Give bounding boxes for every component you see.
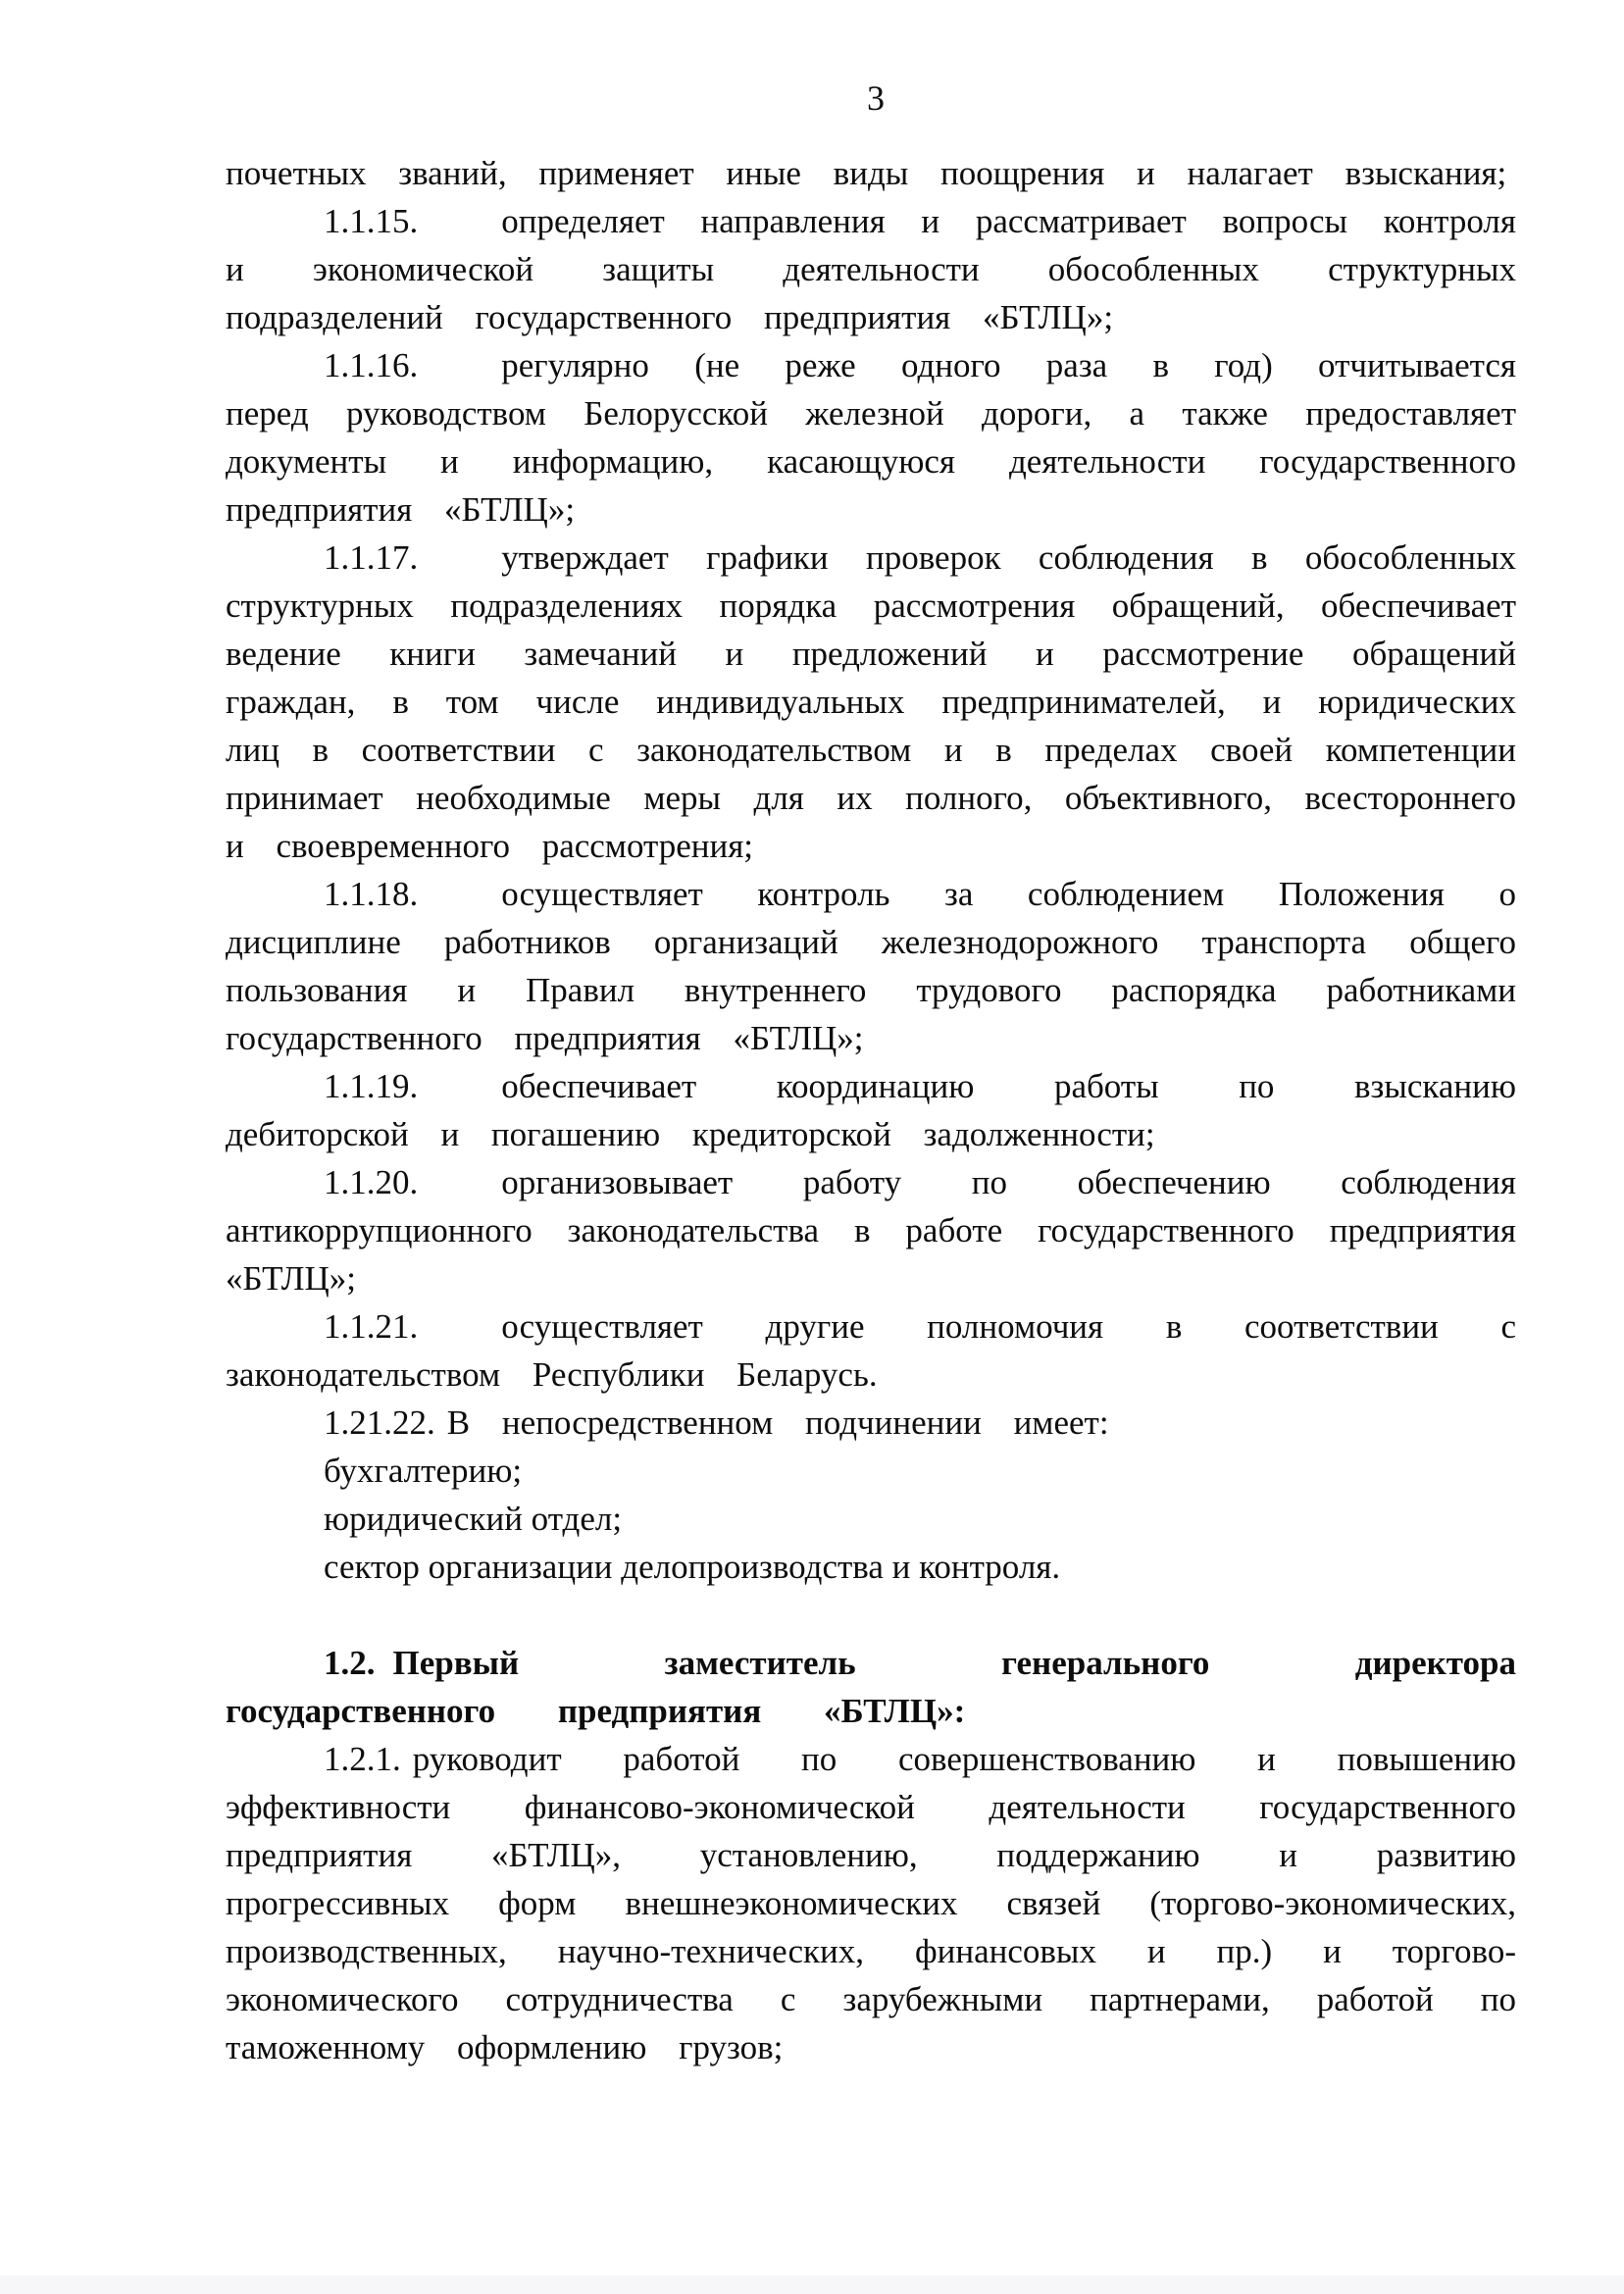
clause-1-1-15 — [226, 197, 1516, 341]
clause-text: регулярно (не реже одного раза в год) отчитывается перед руководством Белорусской железной дороги, а также предоставляет документы и информацию, касающуюся деятельности государственного предприятия «БТЛЦ»; — [226, 346, 1516, 529]
clause-1-1-19 — [226, 1062, 1516, 1158]
clause-1-1-16 — [226, 341, 1516, 534]
clause-number: 1.2.1. — [324, 1740, 401, 1778]
section-title: Первый заместитель генерального директора государственного предприятия «БТЛЦ»: — [226, 1644, 1516, 1730]
list-item-records-sector — [226, 1543, 1516, 1591]
clause-number: 1.21.22. — [324, 1403, 435, 1442]
clause-text: организовывает работу по обеспечению соблюдения антикоррупционного законодательства в работе государственного предприятия «БТЛЦ»; — [226, 1163, 1516, 1298]
clause-text: определяет направления и рассматривает вопросы контроля и экономической защиты деятельности обособленных структурных подразделений государственного предприятия «БТЛЦ»; — [226, 202, 1516, 336]
list-item-text: сектор организации делопроизводства и контроля. — [324, 1548, 1061, 1586]
section-number: 1.2. — [324, 1644, 376, 1682]
clause-number: 1.1.18. — [324, 875, 419, 913]
clause-1-1-17 — [226, 534, 1516, 870]
clause-number: 1.1.20. — [324, 1163, 419, 1201]
list-item-legal-department — [226, 1495, 1516, 1543]
clause-number: 1.1.17. — [324, 538, 419, 577]
clause-1-1-21 — [226, 1302, 1516, 1399]
list-item-text: юридический отдел; — [324, 1500, 623, 1538]
clause-text: осуществляет другие полномочия в соответствии с законодательством Республики Беларусь. — [226, 1307, 1516, 1394]
section-heading-1-2 — [226, 1639, 1516, 1735]
clause-1-1-20 — [226, 1158, 1516, 1302]
clause-1-2-1 — [226, 1735, 1516, 2071]
clause-text: руководит работой по совершенствованию и повышению эффективности финансово-экономической деятельности государственного предприятия «БТЛЦ», установлению, поддержанию и развитию прогрессивных форм внешнеэкономических связей (торгово-экономических, производственных, научно-технических, финансовых и пр.) и торгово-экономического сотрудничества с зарубежными партнерами, работой по таможенному оформлению грузов; — [226, 1740, 1516, 2066]
page-number: 3 — [867, 78, 885, 118]
clause-text: осуществляет контроль за соблюдением Положения о дисциплине работников организаций железнодорожного транспорта общего пользования и Правил внутреннего трудового распорядка работниками государственного предприятия «БТЛЦ»; — [226, 875, 1516, 1057]
clause-number: 1.1.19. — [324, 1067, 419, 1105]
clause-text: утверждает графики проверок соблюдения в обособленных структурных подразделениях порядка рассмотрения обращений, обеспечивает ведение книги замечаний и предложений и рассмотрение обращений граждан, в том числе индивидуальных предпринимателей, и юридических лиц в соответствии с законодательством и в пределах своей компетенции принимает необходимые меры для их полного, объективного, всестороннего и своевременного рассмотрения; — [226, 538, 1516, 865]
clause-number: 1.1.21. — [324, 1307, 419, 1346]
list-item-accounting — [226, 1447, 1516, 1495]
clause-1-21-22 — [226, 1399, 1516, 1447]
clause-1-1-18 — [226, 870, 1516, 1062]
list-item-text: бухгалтерию; — [324, 1452, 523, 1490]
document-body — [226, 149, 1516, 2071]
scan-edge-artifact — [0, 2275, 1624, 2294]
paragraph-text: почетных званий, применяет иные виды поощрения и налагает взыскания; — [226, 154, 1507, 192]
clause-number: 1.1.16. — [324, 346, 419, 384]
clause-text: В непосредственном подчинении имеет: — [446, 1403, 1109, 1442]
clause-number: 1.1.15. — [324, 202, 419, 240]
paragraph-continuation — [226, 149, 1516, 197]
clause-text: обеспечивает координацию работы по взысканию дебиторской и погашению кредиторской задолженности; — [226, 1067, 1516, 1153]
